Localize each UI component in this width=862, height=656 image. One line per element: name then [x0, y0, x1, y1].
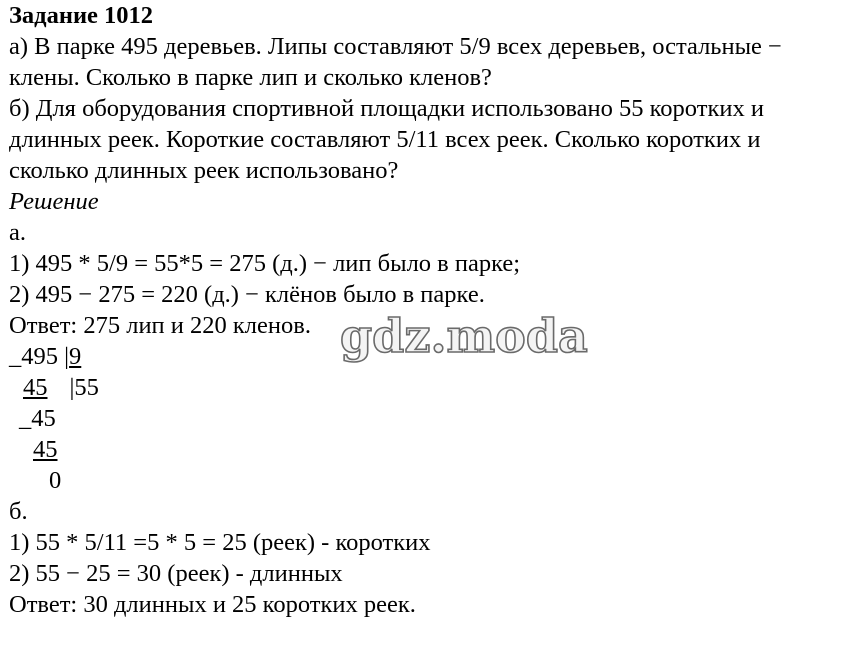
part-b-step: 2) 55 − 25 = 30 (реек) - длинных: [9, 560, 343, 587]
remainder: 45: [31, 405, 56, 432]
part-b-label: б.: [9, 498, 28, 525]
solution-heading: Решение: [9, 188, 99, 215]
minus-sign: _: [9, 343, 22, 370]
quotient: 55: [74, 374, 99, 401]
division-row-subtrahend-2: [9, 434, 859, 465]
division-bar: |: [64, 343, 70, 370]
task-line: клены. Сколько в парке лип и сколько кленов?: [9, 64, 492, 91]
division-row-remainder: [9, 403, 859, 434]
part-b-answer: Ответ: 30 длинных и 25 коротких реек.: [9, 591, 416, 618]
part-a-answer: Ответ: 275 лип и 220 кленов.: [9, 312, 311, 339]
part-a-label: а.: [9, 219, 26, 246]
dividend: 495: [21, 343, 58, 370]
part-b-step: 1) 55 * 5/11 =5 * 5 = 25 (реек) - коротких: [9, 529, 431, 556]
subtrahend: 45: [33, 436, 58, 463]
task-line: б) Для оборудования спортивной площадки использовано 55 коротких и: [9, 95, 764, 122]
task-title: Задание 1012: [9, 2, 154, 29]
divisor: 9: [69, 343, 82, 370]
part-a-step: 1) 495 * 5/9 = 55*5 = 275 (д.) − лип было в парке;: [9, 250, 521, 277]
division-row-subtrahend: [9, 372, 859, 403]
division-row-result: 0: [49, 467, 62, 494]
task-line: длинных реек. Короткие составляют 5/11 всех реек. Сколько коротких и: [9, 126, 761, 153]
task-line: а) В парке 495 деревьев. Липы составляют 5/9 всех деревьев, остальные −: [9, 33, 782, 60]
division-bar: |: [69, 374, 75, 401]
watermark-logo: gdz.moda: [340, 309, 588, 363]
subtrahend: 45: [23, 374, 48, 401]
task-line: сколько длинных реек использовано?: [9, 157, 399, 184]
part-a-step: 2) 495 − 275 = 220 (д.) − клёнов было в парке.: [9, 281, 485, 308]
minus-sign: _: [19, 405, 32, 432]
